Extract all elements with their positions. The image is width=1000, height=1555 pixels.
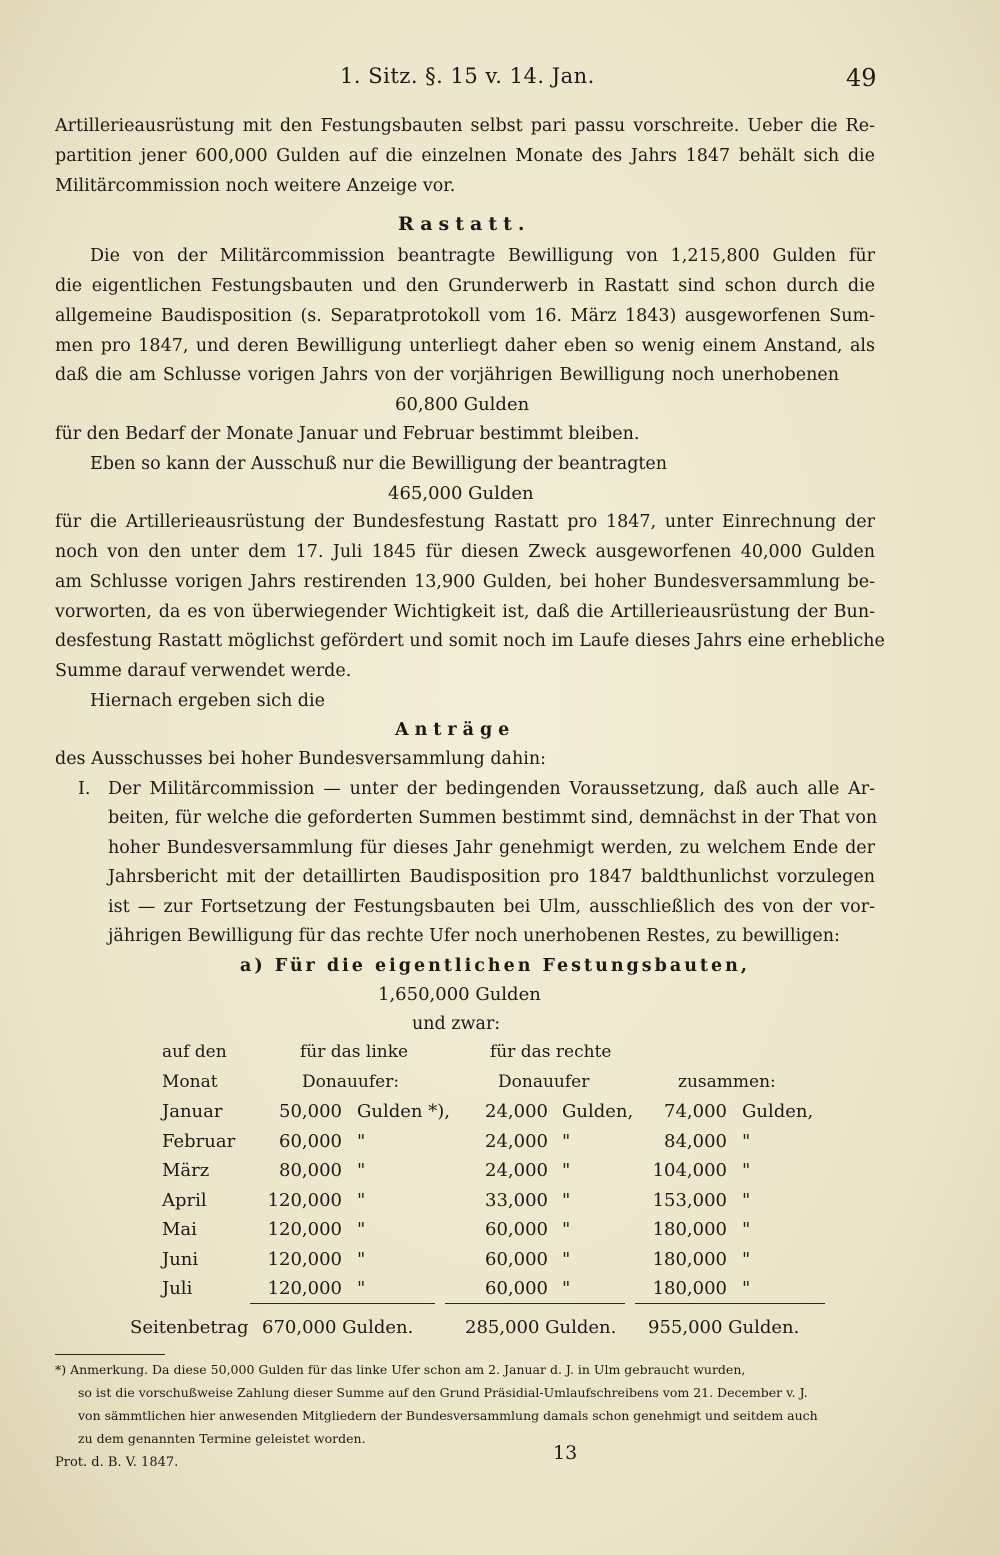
para2-line: allgemeine Baudisposition (s. Separatprotokoll vom 16. März 1843) ausgeworfenen Sum- [55, 306, 875, 326]
sum-rule-mid [445, 1303, 625, 1304]
cell-total-unit: " [742, 1219, 751, 1240]
cell-right-amount: 60,000 [485, 1219, 548, 1240]
cell-month: Februar [162, 1130, 236, 1152]
para3: für den Bedarf der Monate Januar und Februar bestimmt bleiben. [55, 424, 640, 444]
sum-total: 955,000 Gulden. [648, 1317, 800, 1338]
section-heading-rastatt: Rastatt. [398, 213, 531, 235]
section-heading-antraege: Anträge [395, 720, 516, 740]
item-number: I. [78, 779, 91, 799]
cell-left-amount: 120,000 [267, 1248, 342, 1270]
amount-1650000: 1,650,000 Gulden [378, 984, 541, 1005]
item1-line: beiten, für welche die geforderten Summen bestimmt sind, demnächst in der That von [108, 808, 878, 828]
cell-right-amount: 24,000 [485, 1101, 548, 1122]
cell-month: Mai [162, 1219, 197, 1240]
footnote-line: von sämmtlichen hier anwesenden Mitgliedern der Bundesversammlung damals schon genehmigt und seitdem auch [78, 1408, 818, 1423]
cell-total-amount: 104,000 [652, 1160, 727, 1181]
cell-right-amount: 60,000 [485, 1278, 548, 1299]
cell-total-unit: " [742, 1248, 751, 1270]
cell-left-amount: 120,000 [267, 1189, 342, 1211]
cell-right-amount: 60,000 [485, 1248, 548, 1270]
table-header-right-bank: für das rechte [490, 1042, 612, 1062]
sum-rule-right [635, 1303, 825, 1304]
para5-line: Summe darauf verwendet werde. [55, 661, 352, 681]
footnote-line: zu dem genannten Termine geleistet worden. [78, 1431, 366, 1446]
cell-left-unit: " [357, 1219, 366, 1240]
cell-total-amount: 84,000 [664, 1130, 727, 1152]
cell-right-unit: " [562, 1160, 571, 1181]
cell-right-unit: " [562, 1248, 571, 1270]
cell-total-unit: Gulden, [742, 1101, 814, 1122]
cell-left-unit: " [357, 1189, 366, 1211]
cell-left-unit: " [357, 1130, 366, 1152]
cell-month: Juni [162, 1248, 199, 1270]
cell-right-amount: 24,000 [485, 1160, 548, 1181]
amount-465000: 465,000 Gulden [388, 483, 534, 504]
para2-line: Die von der Militärcommission beantragte Bewilligung von 1,215,800 Gulden für [90, 246, 875, 266]
cell-month: Januar [162, 1101, 223, 1122]
para2-line: men pro 1847, und deren Bewilligung unterliegt daher eben so wenig einem Anstand, als [55, 336, 875, 356]
sum-right: 285,000 Gulden. [465, 1317, 617, 1338]
para5-line: am Schlusse vorigen Jahrs restirenden 13,900 Gulden, bei hoher Bundesversammlung be- [55, 572, 875, 592]
signature-mark: 13 [553, 1442, 578, 1464]
table-header-month: auf den [162, 1042, 227, 1062]
para1-line: partition jener 600,000 Gulden auf die einzelnen Monate des Jahrs 1847 behält sich die [55, 146, 875, 166]
footnote-rule [55, 1354, 165, 1355]
cell-total-unit: " [742, 1160, 751, 1181]
cell-right-unit: " [562, 1219, 571, 1240]
cell-total-unit: " [742, 1278, 751, 1299]
para5-line: noch von den unter dem 17. Juli 1845 für diesen Zweck ausgeworfenen 40,000 Gulden [55, 542, 875, 562]
cell-left-unit: " [357, 1278, 366, 1299]
item1-line: ist — zur Fortsetzung der Festungsbauten bei Ulm, ausschließlich des von der vor- [108, 897, 875, 917]
table-header-left-bank: Donauufer: [302, 1072, 400, 1092]
cell-right-unit: " [562, 1189, 571, 1211]
protocol-reference: Prot. d. B. V. 1847. [55, 1455, 179, 1470]
table-header-month: Monat [162, 1072, 218, 1092]
table-header-right-bank: Donauufer [498, 1072, 590, 1092]
cell-month: Juli [162, 1278, 193, 1299]
para1-line: Militärcommission noch weitere Anzeige vor. [55, 176, 456, 196]
para2-line: daß die am Schlusse vorigen Jahrs von der vorjährigen Bewilligung noch unerhobenen [55, 365, 839, 385]
para2-line: die eigentlichen Festungsbauten und den Grunderwerb in Rastatt sind schon durch die [55, 276, 875, 296]
page-number: 49 [846, 64, 877, 92]
cell-month: März [162, 1160, 210, 1181]
para4: Eben so kann der Ausschuß nur die Bewilligung der beantragten [90, 454, 668, 474]
cell-month: April [162, 1189, 207, 1211]
sub-heading-a: a) Für die eigentlichen Festungsbauten, [240, 956, 750, 976]
table-header-left-bank: für das linke [300, 1042, 409, 1062]
para5-line: vorworten, da es von überwiegender Wichtigkeit ist, daß die Artillerieausrüstung der Bun- [55, 602, 875, 622]
cell-left-unit: " [357, 1248, 366, 1270]
cell-right-amount: 33,000 [485, 1189, 548, 1211]
footnote-line: *) Anmerkung. Da diese 50,000 Gulden für das linke Ufer schon am 2. Januar d. J. in Ulm gebraucht wurden, [55, 1362, 746, 1377]
sum-left: 670,000 Gulden. [262, 1317, 414, 1338]
item1-line: Der Militärcommission — unter der bedingenden Voraussetzung, daß auch alle Ar- [108, 779, 875, 799]
cell-right-amount: 24,000 [485, 1130, 548, 1152]
item1-line: hoher Bundesversammlung für dieses Jahr genehmigt werden, zu welchem Ende der [108, 838, 875, 858]
sum-label: Seitenbetrag [130, 1317, 249, 1338]
cell-left-amount: 80,000 [279, 1160, 342, 1181]
cell-total-unit: " [742, 1189, 751, 1211]
para6: Hiernach ergeben sich die [90, 691, 325, 711]
table-header-total: zusammen: [678, 1072, 776, 1092]
para5-line: für die Artillerieausrüstung der Bundesfestung Rastatt pro 1847, unter Einrechnung der [55, 512, 875, 532]
running-head: 1. Sitz. §. 15 v. 14. Jan. [340, 64, 595, 88]
cell-total-unit: " [742, 1130, 751, 1152]
cell-left-amount: 60,000 [279, 1130, 342, 1152]
para7: des Ausschusses bei hoher Bundesversammlung dahin: [55, 749, 546, 769]
para5-line: desfestung Rastatt möglichst gefördert und somit noch im Laufe dieses Jahrs eine erhebliche [55, 631, 885, 651]
para1-line: Artillerieausrüstung mit den Festungsbauten selbst pari passu vorschreite. Ueber die Re- [55, 116, 875, 136]
und-zwar: und zwar: [412, 1014, 501, 1034]
cell-left-amount: 50,000 [279, 1101, 342, 1122]
footnote-line: so ist die vorschußweise Zahlung dieser Summe auf den Grund Präsidial-Umlaufschreibens vom 21. December v. J. [78, 1385, 808, 1400]
cell-left-unit: Gulden *), [357, 1101, 450, 1122]
cell-total-amount: 180,000 [652, 1219, 727, 1240]
cell-right-unit: " [562, 1278, 571, 1299]
cell-total-amount: 180,000 [652, 1248, 727, 1270]
cell-left-unit: " [357, 1160, 366, 1181]
cell-total-amount: 74,000 [664, 1101, 727, 1122]
cell-right-unit: Gulden, [562, 1101, 634, 1122]
cell-right-unit: " [562, 1130, 571, 1152]
cell-left-amount: 120,000 [267, 1219, 342, 1240]
cell-total-amount: 180,000 [652, 1278, 727, 1299]
sum-rule-left [250, 1303, 435, 1304]
item1-line: Jahrsbericht mit der detaillirten Baudisposition pro 1847 baldthunlichst vorzulegen [108, 867, 875, 887]
cell-total-amount: 153,000 [652, 1189, 727, 1211]
amount-60800: 60,800 Gulden [395, 394, 530, 415]
cell-left-amount: 120,000 [267, 1278, 342, 1299]
item1-line: jährigen Bewilligung für das rechte Ufer noch unerhobenen Restes, zu bewilligen: [108, 926, 840, 946]
